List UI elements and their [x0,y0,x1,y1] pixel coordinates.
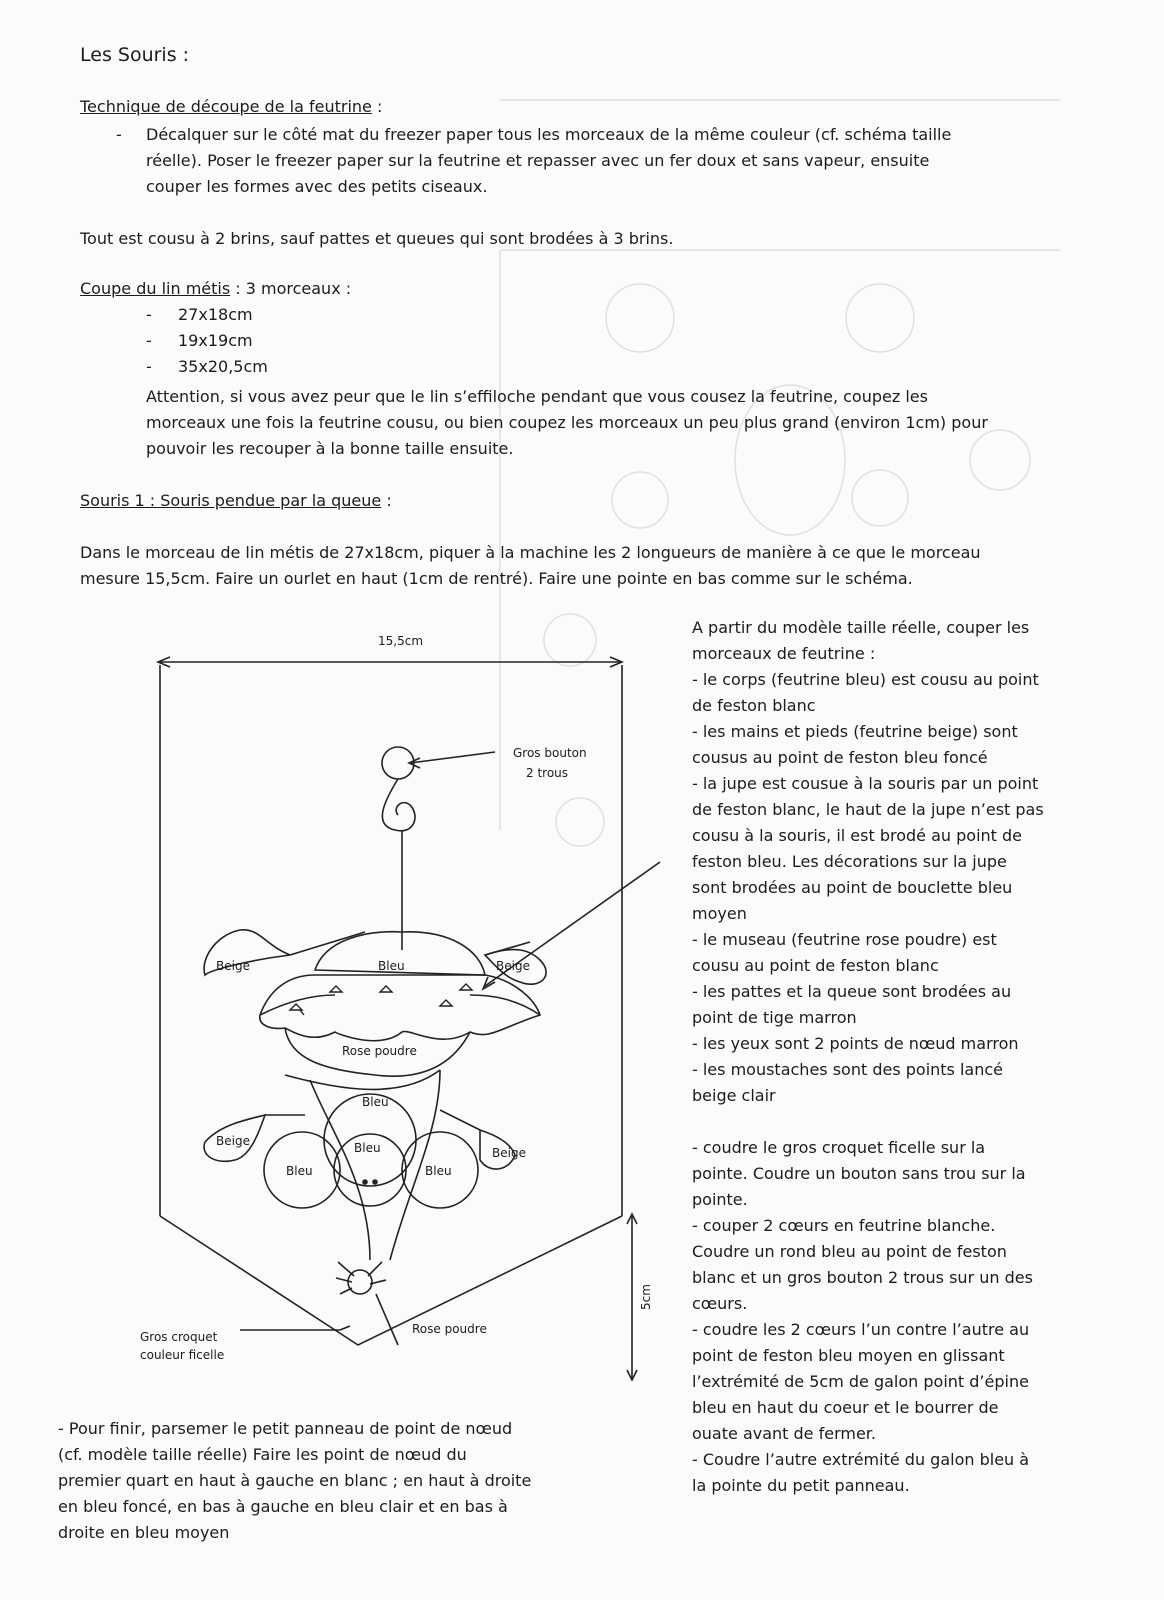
gros-croquet-label: Gros croquet [140,1330,218,1344]
instruction-line: de feston blanc, le haut de la jupe n’est pas [692,800,1044,819]
instruction-line: - les mains et pieds (feutrine beige) sont [692,722,1018,741]
coupe-dash-3: - [146,357,152,376]
bleu-label: Bleu [286,1164,313,1178]
instruction-line: - couper 2 cœurs en feutrine blanche. [692,1216,996,1235]
coupe-item: 27x18cm [178,305,253,324]
bleu-label: Bleu [378,959,405,973]
coupe-dash-1: - [146,305,152,324]
decoupe-line-2: réelle). Poser le freezer paper sur la feutrine et repasser avec un fer doux et sans vapeur, ensuite [146,151,930,170]
souris1-heading: Souris 1 : Souris pendue par la queue : [80,491,392,510]
instruction-line: beige clair [692,1086,776,1105]
attention-line-3: pouvoir les recouper à la bonne taille ensuite. [146,439,514,458]
instruction-line: - les yeux sont 2 points de nœud marron [692,1034,1019,1053]
instruction-line: cousus au point de feston bleu foncé [692,748,988,767]
instruction-line [692,1109,1084,1135]
instruction-line: cœurs. [692,1294,748,1313]
attention-line-1: Attention, si vous avez peur que le lin s’effiloche pendant que vous cousez la feutrine, coupez les [146,387,928,406]
souris1-line-1: Dans le morceau de lin métis de 27x18cm, piquer à la machine les 2 longueurs de manière à ce que le morceau [80,543,981,562]
decoupe-line-3: couper les formes avec des petits ciseaux. [146,177,488,196]
coupe-item: 35x20,5cm [178,357,268,376]
instruction-line: - les moustaches sont des points lancé [692,1060,1004,1079]
instruction-line: - Coudre l’autre extrémité du galon bleu à [692,1450,1030,1469]
decoupe-dash: - [116,125,122,144]
finish-line: droite en bleu moyen [58,1523,230,1542]
finish-paragraph [58,1416,588,1546]
instruction-line: la pointe du petit panneau. [692,1476,910,1495]
instruction-line: de feston blanc [692,696,816,715]
instruction-line: cousu à la souris, il est brodé au point de [692,826,1023,845]
beige-label: Beige [216,1134,250,1148]
bleu-label: Bleu [362,1095,389,1109]
instruction-line: - le corps (feutrine bleu) est cousu au point [692,670,1039,689]
instruction-line: ouate avant de fermer. [692,1424,876,1443]
coupe-item: 19x19cm [178,331,253,350]
bleu-label: Bleu [425,1164,452,1178]
attention-line-2: morceaux une fois la feutrine cousu, ou bien coupez les morceaux un peu plus grand (environ 1cm) pour [146,413,988,432]
finish-line: premier quart en haut à gauche en blanc ; en haut à droite [58,1471,532,1490]
finish-line: (cf. modèle taille réelle) Faire les point de nœud du [58,1445,467,1464]
decoupe-line-1: Décalquer sur le côté mat du freezer paper tous les morceaux de la même couleur (cf. schéma taille [146,125,952,144]
bleu-label: Bleu [354,1141,381,1155]
coupe-lin-heading: Coupe du lin métis : 3 morceaux : [80,279,352,298]
mouse-panel-diagram [140,630,670,1410]
instruction-line: point de tige marron [692,1008,857,1027]
coupe-dash-2: - [146,331,152,350]
decoupe-heading: Technique de découpe de la feutrine : [80,97,383,116]
rose-poudre-label: Rose poudre [342,1044,417,1058]
instruction-line: sont brodées au point de bouclette bleu [692,878,1013,897]
instruction-line: moyen [692,904,747,923]
instruction-line: - le museau (feutrine rose poudre) est [692,930,997,949]
instruction-line: blanc et un gros bouton 2 trous sur un des [692,1268,1033,1287]
instruction-line: cousu au point de feston blanc [692,956,939,975]
instruction-line: - la jupe est cousue à la souris par un point [692,774,1039,793]
gros-croquet-label: couleur ficelle [140,1348,225,1362]
brins-note: Tout est cousu à 2 brins, sauf pattes et queues qui sont brodées à 3 brins. [80,229,674,248]
instruction-line: - coudre le gros croquet ficelle sur la [692,1138,986,1157]
instruction-line: morceaux de feutrine : [692,644,876,663]
instruction-line: A partir du modèle taille réelle, couper les [692,618,1030,637]
page-title: Les Souris : [80,44,190,66]
gros-bouton-label: 2 trous [526,766,569,780]
instruction-line: pointe. Coudre un bouton sans trou sur la [692,1164,1026,1183]
finish-line: en bleu foncé, en bas à gauche en bleu clair et en bas à [58,1497,508,1516]
instruction-line: point de feston bleu moyen en glissant [692,1346,1005,1365]
instruction-line: pointe. [692,1190,748,1209]
instruction-line: bleu en haut du coeur et le bourrer de [692,1398,999,1417]
instruction-line: Coudre un rond bleu au point de feston [692,1242,1007,1261]
beige-label: Beige [496,959,530,973]
width-label: 15,5cm [378,634,424,648]
instruction-line: feston bleu. Les décorations sur la jupe [692,852,1007,871]
finish-line: - Pour finir, parsemer le petit panneau de point de nœud [58,1419,513,1438]
instruction-line: l’extrémité de 5cm de galon point d’épine [692,1372,1029,1391]
instructions-column [692,615,1084,1499]
rose-poudre-label: Rose poudre [412,1322,487,1336]
beige-label: Beige [216,959,250,973]
instruction-line: - les pattes et la queue sont brodées au [692,982,1012,1001]
instruction-line: - coudre les 2 cœurs l’un contre l’autre au [692,1320,1030,1339]
souris1-line-2: mesure 15,5cm. Faire un ourlet en haut (1cm de rentré). Faire une pointe en bas comme sur le schéma. [80,569,913,588]
height-label: 5cm [639,1284,653,1310]
beige-label: Beige [492,1146,526,1160]
gros-bouton-label: Gros bouton [513,746,587,760]
